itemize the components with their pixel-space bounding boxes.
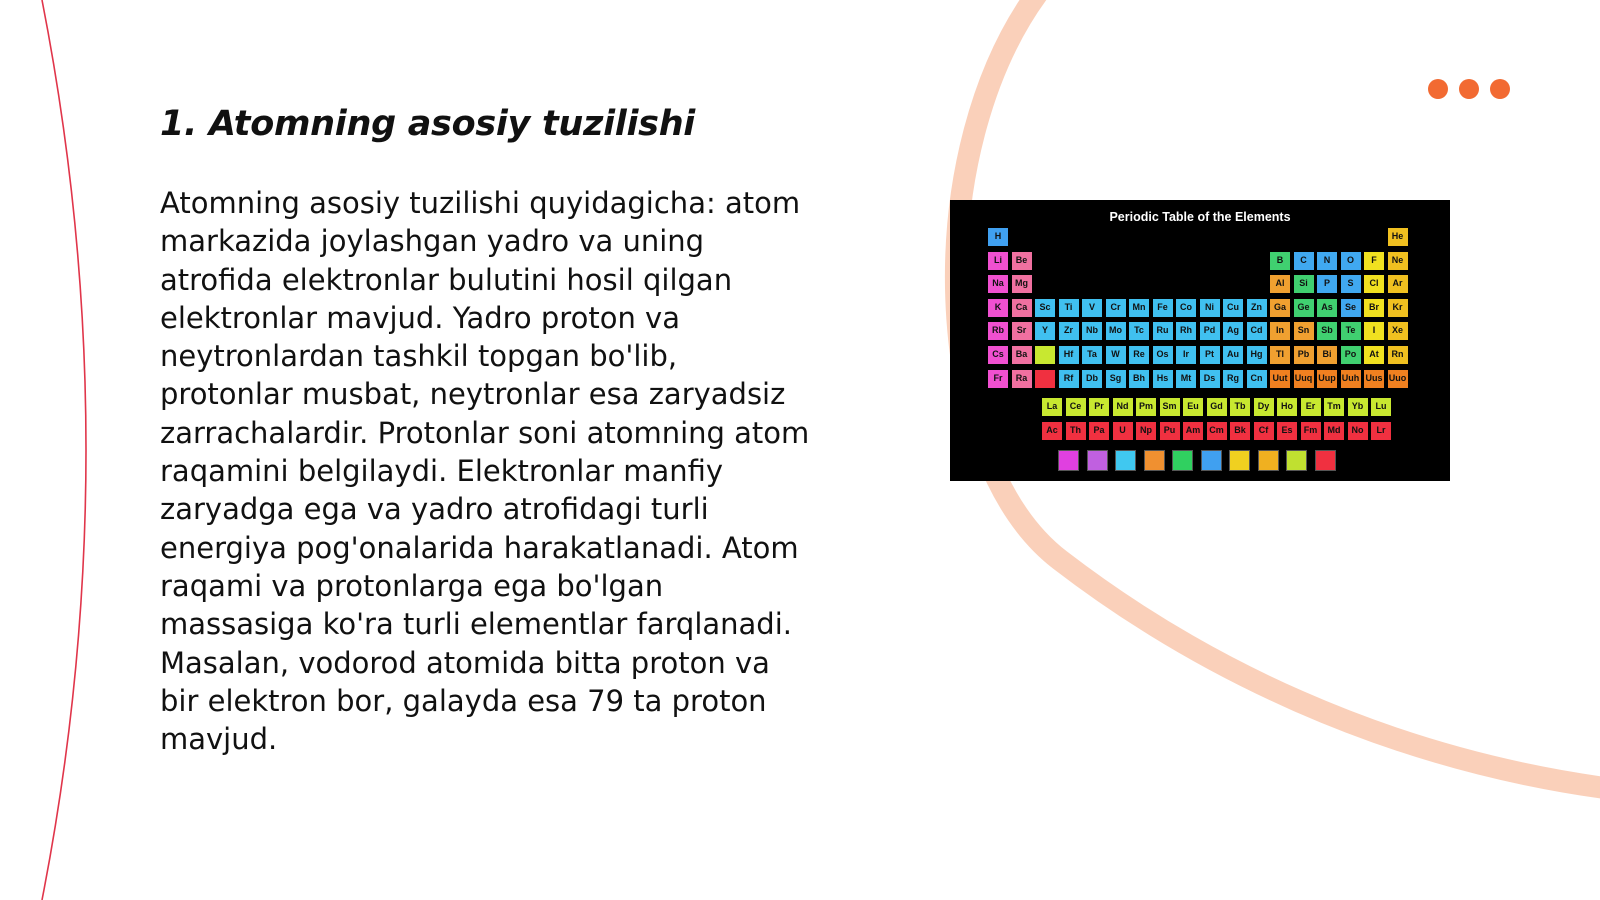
element-cell-sr: Sr: [1012, 322, 1032, 340]
body-line: neytronlardan tashkil topgan bo'lib,: [160, 339, 678, 374]
element-cell-fm: Fm: [1301, 422, 1321, 440]
element-cell-am: Am: [1183, 422, 1203, 440]
element-cell-po: Po: [1341, 346, 1361, 364]
element-cell-se: Se: [1341, 299, 1361, 317]
element-cell-sg: Sg: [1106, 370, 1126, 388]
element-cell-s: S: [1341, 275, 1361, 293]
element-cell-ar: Ar: [1388, 275, 1408, 293]
element-cell-xe: Xe: [1388, 322, 1408, 340]
element-cell-lu: Lu: [1371, 398, 1391, 416]
element-cell-br: Br: [1364, 299, 1384, 317]
dots-menu-decoration: [1428, 79, 1510, 99]
element-cell-uut: Uut: [1270, 370, 1290, 388]
element-cell-au: Au: [1223, 346, 1243, 364]
element-cell-al: Al: [1270, 275, 1290, 293]
element-cell-uuh: Uuh: [1341, 370, 1361, 388]
element-cell-sb: Sb: [1317, 322, 1337, 340]
element-cell-eu: Eu: [1183, 398, 1203, 416]
element-cell-pr: Pr: [1089, 398, 1109, 416]
element-cell-in: In: [1270, 322, 1290, 340]
legend-swatch: [1201, 450, 1222, 471]
element-cell-cf: Cf: [1254, 422, 1274, 440]
element-cell-te: Te: [1341, 322, 1361, 340]
body-line: bir elektron bor, galayda esa 79 ta proton: [160, 683, 767, 718]
element-cell-sc: Sc: [1035, 299, 1055, 317]
element-cell-y: Y: [1035, 322, 1055, 340]
body-line: massasiga ko'ra turli elementlar farqlanadi.: [160, 607, 792, 642]
element-cell-th: Th: [1066, 422, 1086, 440]
element-cell-md: Md: [1324, 422, 1344, 440]
body-line: atrofida elektronlar bulutini hosil qilgan: [160, 262, 733, 297]
element-cell-na: Na: [988, 275, 1008, 293]
element-cell-nd: Nd: [1113, 398, 1133, 416]
series-placeholder-cell: [1035, 346, 1055, 364]
body-line: markazida joylashgan yadro va uning: [160, 224, 705, 259]
element-cell-tc: Tc: [1129, 322, 1149, 340]
element-cell-nb: Nb: [1082, 322, 1102, 340]
element-cell-cr: Cr: [1106, 299, 1126, 317]
element-cell-cl: Cl: [1364, 275, 1384, 293]
element-cell-es: Es: [1277, 422, 1297, 440]
element-cell-as: As: [1317, 299, 1337, 317]
element-cell-db: Db: [1082, 370, 1102, 388]
element-cell-pt: Pt: [1200, 346, 1220, 364]
element-cell-ds: Ds: [1200, 370, 1220, 388]
element-cell-at: At: [1364, 346, 1384, 364]
element-cell-cm: Cm: [1207, 422, 1227, 440]
body-line: elektronlar mavjud. Yadro proton va: [160, 300, 680, 335]
element-cell-rh: Rh: [1176, 322, 1196, 340]
element-cell-mt: Mt: [1176, 370, 1196, 388]
element-cell-rg: Rg: [1223, 370, 1243, 388]
element-cell-be: Be: [1012, 252, 1032, 270]
element-cell-cn: Cn: [1247, 370, 1267, 388]
element-cell-mg: Mg: [1012, 275, 1032, 293]
element-cell-he: He: [1388, 228, 1408, 246]
element-cell-ti: Ti: [1059, 299, 1079, 317]
element-cell-zr: Zr: [1059, 322, 1079, 340]
element-cell-k: K: [988, 299, 1008, 317]
element-cell-fe: Fe: [1153, 299, 1173, 317]
element-cell-ho: Ho: [1277, 398, 1297, 416]
element-cell-li: Li: [988, 252, 1008, 270]
legend-swatch: [1172, 450, 1193, 471]
periodic-table-image: [950, 200, 1450, 481]
body-line: raqamini belgilaydi. Elektronlar manfiy: [160, 454, 724, 489]
element-cell-cd: Cd: [1247, 322, 1267, 340]
element-cell-gd: Gd: [1207, 398, 1227, 416]
element-cell-uuo: Uuo: [1388, 370, 1408, 388]
element-cell-ni: Ni: [1200, 299, 1220, 317]
body-line: protonlar musbat, neytronlar esa zaryadsiz: [160, 377, 786, 412]
body-line: mavjud.: [160, 722, 278, 757]
element-cell-co: Co: [1176, 299, 1196, 317]
element-cell-ga: Ga: [1270, 299, 1290, 317]
legend-swatch: [1058, 450, 1079, 471]
body-line: raqami va protonlarga ega bo'lgan: [160, 568, 664, 603]
dot-1: [1428, 79, 1448, 99]
element-cell-ra: Ra: [1012, 370, 1032, 388]
legend-swatch: [1144, 450, 1165, 471]
element-cell-pa: Pa: [1089, 422, 1109, 440]
left-curve-line: [42, 0, 86, 900]
element-cell-mn: Mn: [1129, 299, 1149, 317]
element-cell-cu: Cu: [1223, 299, 1243, 317]
body-line: zaryadga ega va yadro atrofidagi turli: [160, 492, 709, 527]
element-cell-rb: Rb: [988, 322, 1008, 340]
element-cell-hf: Hf: [1059, 346, 1079, 364]
element-cell-si: Si: [1294, 275, 1314, 293]
element-cell-n: N: [1317, 252, 1337, 270]
element-cell-i: I: [1364, 322, 1384, 340]
element-cell-tm: Tm: [1324, 398, 1344, 416]
element-cell-uup: Uup: [1317, 370, 1337, 388]
legend-swatch: [1315, 450, 1336, 471]
dot-2: [1459, 79, 1479, 99]
element-cell-dy: Dy: [1254, 398, 1274, 416]
element-cell-pm: Pm: [1136, 398, 1156, 416]
element-cell-lr: Lr: [1371, 422, 1391, 440]
legend-swatch: [1087, 450, 1108, 471]
periodic-table-title: Periodic Table of the Elements: [1109, 210, 1291, 224]
element-cell-rf: Rf: [1059, 370, 1079, 388]
element-cell-ac: Ac: [1042, 422, 1062, 440]
element-cell-uuq: Uuq: [1294, 370, 1314, 388]
element-cell-la: La: [1042, 398, 1062, 416]
element-cell-fr: Fr: [988, 370, 1008, 388]
body-line: Atomning asosiy tuzilishi quyidagicha: atom: [160, 186, 801, 220]
element-cell-ir: Ir: [1176, 346, 1196, 364]
legend-swatch: [1286, 450, 1307, 471]
element-cell-zn: Zn: [1247, 299, 1267, 317]
element-cell-mo: Mo: [1106, 322, 1126, 340]
element-cell-cs: Cs: [988, 346, 1008, 364]
element-cell-uus: Uus: [1364, 370, 1384, 388]
element-cell-no: No: [1348, 422, 1368, 440]
element-cell-ce: Ce: [1066, 398, 1086, 416]
slide-title: 1. Atomning asosiy tuzilishi: [160, 104, 696, 144]
legend-swatch: [1229, 450, 1250, 471]
series-placeholder-cell: [1035, 370, 1055, 388]
element-cell-yb: Yb: [1348, 398, 1368, 416]
body-line: energiya pog'onalarida harakatlanadi. Atom: [160, 530, 799, 565]
legend-swatch: [1115, 450, 1136, 471]
element-cell-ta: Ta: [1082, 346, 1102, 364]
element-cell-pd: Pd: [1200, 322, 1220, 340]
element-cell-bh: Bh: [1129, 370, 1149, 388]
element-cell-w: W: [1106, 346, 1126, 364]
element-cell-tl: Tl: [1270, 346, 1290, 364]
element-cell-o: O: [1341, 252, 1361, 270]
element-cell-bk: Bk: [1230, 422, 1250, 440]
element-cell-tb: Tb: [1230, 398, 1250, 416]
element-cell-bi: Bi: [1317, 346, 1337, 364]
element-cell-pb: Pb: [1294, 346, 1314, 364]
slide-body-text: [160, 184, 850, 758]
element-cell-sm: Sm: [1160, 398, 1180, 416]
element-cell-ge: Ge: [1294, 299, 1314, 317]
element-cell-pu: Pu: [1160, 422, 1180, 440]
element-cell-u: U: [1113, 422, 1133, 440]
element-cell-v: V: [1082, 299, 1102, 317]
element-cell-f: F: [1364, 252, 1384, 270]
dot-3: [1490, 79, 1510, 99]
element-cell-ne: Ne: [1388, 252, 1408, 270]
element-cell-h: H: [988, 228, 1008, 246]
element-cell-hg: Hg: [1247, 346, 1267, 364]
element-cell-c: C: [1294, 252, 1314, 270]
element-cell-b: B: [1270, 252, 1290, 270]
element-cell-p: P: [1317, 275, 1337, 293]
element-cell-re: Re: [1129, 346, 1149, 364]
element-cell-ca: Ca: [1012, 299, 1032, 317]
element-cell-hs: Hs: [1153, 370, 1173, 388]
element-cell-ba: Ba: [1012, 346, 1032, 364]
element-cell-np: Np: [1136, 422, 1156, 440]
legend-swatch: [1258, 450, 1279, 471]
element-cell-rn: Rn: [1388, 346, 1408, 364]
body-line: zarrachalardir. Protonlar soni atomning atom: [160, 415, 810, 450]
element-cell-kr: Kr: [1388, 299, 1408, 317]
element-cell-ru: Ru: [1153, 322, 1173, 340]
element-cell-os: Os: [1153, 346, 1173, 364]
body-line: Masalan, vodorod atomida bitta proton va: [160, 645, 770, 680]
element-cell-er: Er: [1301, 398, 1321, 416]
element-cell-sn: Sn: [1294, 322, 1314, 340]
element-cell-ag: Ag: [1223, 322, 1243, 340]
